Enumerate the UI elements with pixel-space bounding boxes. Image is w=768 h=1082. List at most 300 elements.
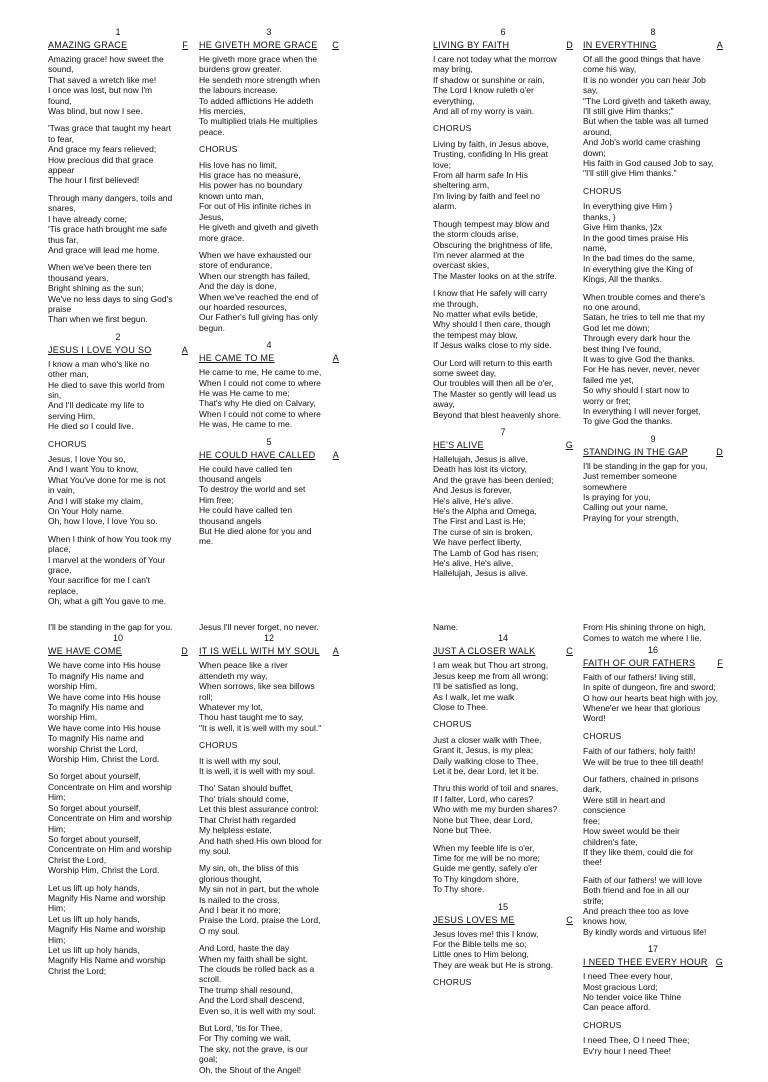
stanza — [48, 883, 188, 977]
lyric-line: To magnify His name and — [48, 733, 144, 744]
stanza — [199, 943, 339, 1016]
lyric-line: No tender voice like Thine — [583, 991, 682, 1002]
lyric-line: For the Bible tells me so; — [433, 938, 527, 949]
lyric-line: Our fathers, chained in prisons — [583, 774, 699, 785]
lyric-line: the labours increase. — [199, 85, 278, 96]
lyric-line: None but Thee, dear Lord, — [433, 814, 533, 825]
lyric-line: None but Thee. — [433, 825, 492, 836]
lyric-line: Your sacrifice for me I can't — [48, 575, 150, 586]
hymn-title — [199, 353, 339, 364]
lyric-line: name, — [583, 242, 607, 253]
hymn-title — [583, 447, 723, 458]
lyric-line: O how our hearts beat high with joy, — [583, 692, 718, 703]
lyric-line: no one around, — [583, 301, 641, 312]
lyric-line: That Christ hath regarded — [199, 814, 296, 825]
lyric-line: And Jesus is forever, — [433, 485, 512, 496]
lyric-line: In everything give the King of — [583, 263, 693, 274]
lyric-line: Guide me gently, safely o'er — [433, 863, 538, 874]
lyric-line: Through every dark hour the — [583, 333, 691, 344]
lyric-line: Let us lift up holy hands, — [48, 882, 140, 893]
stanza — [48, 123, 188, 185]
hymn-number: 1 — [115, 27, 121, 37]
lyric-line: If they like them, could die for — [583, 846, 694, 857]
lyric-line: He's alive, He's alive. — [433, 495, 514, 506]
lyric-line: Whatever my lot, — [199, 702, 263, 713]
stanza — [433, 358, 573, 420]
continued-lyric-line: Comes to watch me where I lie. — [583, 633, 702, 644]
lyric-line: burdens grow greater. — [199, 64, 282, 75]
lyric-line: Our Father's full giving has only — [199, 312, 318, 323]
lyric-line: Jesus, — [199, 211, 224, 222]
lyric-line: Praise the Lord, praise the Lord, — [199, 915, 321, 926]
lyric-line: I am weak but Thou art strong, — [433, 660, 549, 671]
hymn-title-text: HE CAME TO ME — [199, 353, 275, 364]
lyric-line: But He died alone for you and — [199, 526, 312, 537]
continued-lyric-line: From His shining throne on high, — [583, 622, 706, 632]
lyric-line: We have come into His house — [48, 722, 161, 733]
lyric-line: more grace. — [199, 232, 245, 243]
lyric-line: The Master so gently will lead us — [433, 388, 557, 399]
lyric-line: children's fate, — [583, 836, 638, 847]
stanza — [199, 160, 339, 243]
hymn-title — [583, 40, 723, 51]
hymn-key: A — [716, 40, 723, 50]
lyric-line: worship Him, — [48, 681, 98, 692]
chorus-label: CHORUS — [199, 144, 238, 155]
stanza — [583, 875, 723, 937]
hymn-number: 9 — [650, 433, 656, 444]
lyric-line: The sky, not the grave, is our — [199, 1043, 308, 1054]
hymn — [583, 27, 723, 427]
lyric-line: On Your Holy name. — [48, 506, 125, 517]
lyric-line: If I falter, Lord, who cares? — [433, 793, 534, 804]
lyric-line: Is nailed to the cross, — [199, 894, 280, 905]
lyric-line: When we've reached the end of — [199, 291, 319, 302]
lyric-line: snares, — [48, 203, 76, 214]
lyric-line: away, — [433, 399, 455, 410]
lyric-line: How precious did that grace — [48, 154, 154, 165]
lyric-line: As I walk, let me walk — [433, 691, 515, 702]
lyric-line: thousand years, — [48, 272, 109, 283]
lyric-line: Worship Him, Christ the Lord. — [48, 754, 160, 765]
lyric-line: to fear, — [48, 133, 74, 144]
lyric-line: begun. — [199, 322, 225, 333]
hymn-title-text: IN EVERYTHING — [583, 40, 657, 50]
stanza — [48, 54, 188, 116]
lyric-line: say, — [583, 85, 598, 96]
stanza — [199, 54, 339, 137]
lyric-line: His grace has no measure, — [199, 170, 301, 181]
lyric-line: It is well with my soul, — [199, 755, 281, 766]
lyric-line: Let this blest assurance control: — [199, 804, 319, 815]
hymn — [433, 27, 573, 420]
hymn — [583, 645, 723, 937]
lyric-line: To Thy kingdom shore, — [433, 873, 519, 884]
lyric-line: Satan, he tries to tell me that my — [583, 312, 705, 323]
chorus-label: CHORUS — [433, 977, 472, 988]
lyric-line: That saved a wretch like me! — [48, 74, 157, 85]
lyric-line: Concentrate on Him and worship — [48, 844, 172, 855]
lyric-line: And the grave has been denied; — [433, 474, 554, 485]
hymn-number: 6 — [500, 27, 506, 37]
hymn-number: 4 — [266, 340, 272, 351]
lyric-line: I have already come; — [48, 213, 127, 224]
hymn-number: 17 — [647, 944, 658, 955]
lyric-line: Magnify His Name and worship — [48, 924, 166, 935]
lyric-line: Thou hast taught me to say, — [199, 712, 304, 723]
lyric-line: To added afflictions He addeth — [199, 95, 314, 106]
lyric-line: He died so I could live. — [48, 421, 134, 432]
lyric-line: Him; — [48, 823, 66, 834]
lyric-line: The curse of sin is broken, — [433, 526, 533, 537]
lyric-line: Our Lord will return to this earth — [433, 357, 553, 368]
lyric-line: known unto man, — [199, 190, 264, 201]
lyric-line: overcast skies, — [433, 260, 490, 271]
hymn-number: 14 — [497, 633, 508, 644]
lyric-line: His mercies, — [199, 106, 246, 117]
hymn — [583, 434, 723, 523]
lyric-line: It is no wonder you can hear Job — [583, 74, 706, 85]
lyric-line: The trump shall resound, — [199, 984, 294, 995]
lyric-line: When sorrows, like sea billows — [199, 681, 315, 692]
lyric-line: knows how, — [583, 916, 627, 927]
lyric-line: glorious thought, — [199, 873, 262, 884]
lyric-line: When my faith shall be sight. — [199, 953, 308, 964]
lyric-line: love; — [433, 159, 451, 170]
stanza — [433, 54, 573, 116]
lyric-line: In the bad times do the same, — [583, 253, 695, 264]
lyric-line: Let it be, dear Lord, let it be. — [433, 766, 539, 777]
lyric-line: Living by faith, in Jesus above, — [433, 138, 549, 149]
stanza — [433, 783, 573, 835]
lyric-line: Our troubles will then all be o'er, — [433, 378, 554, 389]
lyric-line: I'll still give Him thanks;" — [583, 106, 674, 117]
stanza — [583, 672, 723, 724]
lyric-line: "I'll still give Him thanks." — [583, 168, 677, 179]
lyric-line: I'll be standing in the gap for you, — [583, 460, 708, 471]
lyric-line: Calling out your name, — [583, 502, 669, 513]
lyric-line: The hour I first believed! — [48, 175, 140, 186]
hymn — [48, 633, 188, 976]
lyric-line: Jesus loves me! this I know, — [433, 928, 539, 939]
hymn-title-text: WE HAVE COME — [48, 646, 122, 657]
hymn-title — [433, 915, 573, 926]
lyric-line: Even so, it is well with my soul. — [199, 1005, 316, 1016]
hymn-key: C — [566, 646, 573, 657]
lyric-line: Concentrate on Him and worship — [48, 781, 172, 792]
lyric-line: That's why He died on Calvary, — [199, 398, 316, 409]
hymn-title-text: AMAZING GRACE — [48, 40, 128, 50]
hymn-number: 16 — [647, 644, 658, 655]
stanza — [48, 454, 188, 527]
lyric-line: When my feeble life is o'er, — [433, 842, 535, 853]
lyric-line: He died to save this world from — [48, 379, 165, 390]
lyric-line: It was to give God the thanks. — [583, 353, 695, 364]
lyric-line: He could have called ten — [199, 463, 293, 474]
lyric-line: When our strength has failed, — [199, 270, 311, 281]
lyric-line: To magnify His name and — [48, 702, 144, 713]
hymn-title — [583, 658, 723, 669]
lyric-line: The Lord I know ruleth o'er — [433, 85, 534, 96]
lyric-line: Faith of our fathers! living still, — [583, 671, 696, 682]
song-column — [583, 27, 723, 530]
hymn-key: A — [332, 353, 339, 364]
continued-lyric-line: I'll be standing in the gap for you. — [48, 622, 173, 632]
hymn-title-text: HE'S ALIVE — [433, 440, 484, 450]
lyric-line: Little ones to Him belong, — [433, 949, 529, 960]
lyric-line: everything, — [433, 95, 475, 106]
lyric-line: We will be true to thee till death! — [583, 756, 704, 767]
lyric-line: Just a closer walk with Thee, — [433, 734, 542, 745]
stanza — [583, 461, 723, 523]
lyric-line: He's the Alpha and Omega, — [433, 506, 537, 517]
lyric-line: I'm living by faith and feel no — [433, 190, 540, 201]
lyric-line: He giveth more grace when the — [199, 54, 318, 64]
lyric-line: When peace like a river — [199, 660, 288, 671]
song-column — [583, 622, 723, 1063]
hymn — [199, 437, 339, 547]
lyric-line: Most gracious Lord; — [583, 981, 658, 992]
stanza — [48, 660, 188, 764]
lyric-line: Obscuring the brightness of life, — [433, 239, 553, 250]
song-column — [48, 622, 188, 983]
hymn-title — [583, 957, 723, 968]
lyric-line: worship Him, — [48, 712, 98, 723]
lyric-line: They are weak but He is strong. — [433, 959, 554, 970]
lyric-line: For out of His infinite riches in — [199, 201, 311, 212]
lyric-line: Magnify His Name and worship — [48, 955, 166, 966]
lyric-line: Jesus, I love You so, — [48, 454, 126, 464]
lyric-line: To destroy the world and set — [199, 484, 306, 495]
hymn-number: 12 — [263, 633, 274, 644]
lyric-line: If shadow or sunshine or rain, — [433, 74, 545, 85]
lyric-line: The Master looks on at the strife. — [433, 270, 557, 281]
lyric-line: worship Christ the Lord, — [48, 743, 138, 754]
lyric-line: 'Tis grace hath brought me safe — [48, 224, 167, 235]
stanza — [583, 292, 723, 427]
lyric-line: thee! — [583, 857, 602, 868]
hymn-title-text: JESUS LOVES ME — [433, 914, 515, 925]
lyric-line: worry or fret; — [583, 395, 631, 406]
lyric-line: Oh, the Shout of the Angel! — [199, 1064, 302, 1075]
lyric-line: Worship Him, Christ the Lord. — [48, 865, 160, 876]
lyric-line: In everything I will never forget, — [583, 406, 701, 416]
lyric-line: praise — [48, 303, 72, 314]
lyric-line: We have come into His house — [48, 691, 161, 702]
lyric-line: Is praying for you, — [583, 492, 651, 503]
hymn-key: D — [716, 446, 723, 457]
lyric-line: Magnify His Name and worship — [48, 892, 166, 903]
lyric-line: To give God the thanks. — [583, 416, 673, 427]
lyric-line: And I want You to know, — [48, 464, 139, 475]
lyric-line: It is well, it is well with my soul. — [199, 766, 316, 777]
hymn-key: C — [332, 40, 339, 50]
lyric-line: Trusting, confiding In His great — [433, 149, 548, 160]
lyric-line: Concentrate on Him and worship — [48, 813, 172, 824]
lyric-line: strife; — [583, 895, 604, 906]
lyric-line: And Lord, haste the day — [199, 943, 290, 954]
lyric-line: Him; — [48, 934, 66, 945]
lyric-line: We've no less days to sing God's — [48, 293, 173, 304]
hymn — [433, 902, 573, 988]
lyric-line: He's alive, He's alive, — [433, 558, 514, 569]
lyric-line: conscience — [583, 805, 626, 816]
lyric-line: I marvel at the wonders of Your — [48, 554, 166, 565]
lyric-line: Hallelujah, Jesus is alive. — [433, 568, 528, 579]
stanza — [583, 971, 723, 1013]
hymn-title — [199, 40, 339, 51]
lyric-line: He was He came to me; — [199, 387, 290, 398]
lyric-line: Him; — [48, 903, 66, 914]
lyric-line: The Lamb of God has risen; — [433, 547, 539, 558]
lyric-line: God let me down; — [583, 322, 650, 333]
lyric-line: So forget about yourself, — [48, 802, 141, 813]
lyric-line: Were still in heart and — [583, 794, 666, 805]
stanza — [48, 193, 188, 255]
lyric-line: Him; — [48, 792, 66, 803]
lyric-line: Than when we first begun. — [48, 314, 148, 325]
hymn-key: C — [566, 914, 573, 925]
stanza — [583, 54, 723, 179]
lyric-line: sound, — [48, 64, 74, 75]
lyric-line: Kings, All the thanks. — [583, 274, 662, 285]
lyric-line: Let us lift up holy hands, — [48, 913, 140, 924]
hymn-key: G — [565, 440, 573, 450]
chorus-label: CHORUS — [583, 1019, 622, 1030]
lyric-line: goal; — [199, 1054, 218, 1065]
lyric-line: O my soul. — [199, 925, 240, 936]
hymn-title — [433, 440, 573, 451]
lyric-line: And grace will lead me home. — [48, 244, 160, 255]
chorus-label: CHORUS — [583, 730, 622, 741]
lyric-line: By kindly words and virtuous life! — [583, 926, 707, 937]
lyric-line: In the good times praise His — [583, 232, 689, 243]
lyric-line: Daily walking close to Thee, — [433, 755, 539, 766]
lyric-line: My sin not in part, but the whole — [199, 884, 320, 895]
hymn — [48, 27, 188, 325]
stanza — [199, 1023, 339, 1075]
lyric-line: Tho' Satan should buffet, — [199, 783, 294, 794]
lyric-line: For Thy coming we wait, — [199, 1033, 291, 1044]
stanza — [199, 660, 339, 733]
lyric-line: Tho' trials should come, — [199, 793, 289, 804]
stanza — [433, 929, 573, 971]
lyric-line: And grace my fears relieved; — [48, 144, 157, 155]
hymn-title-text: I NEED THEE EVERY HOUR — [583, 957, 708, 968]
lyric-line: His power has no boundary — [199, 180, 303, 191]
lyric-line: free; — [583, 815, 601, 826]
lyric-line: In spite of dungeon, fire and sword; — [583, 682, 716, 693]
hymn — [433, 633, 573, 894]
lyric-line: Grant it, Jesus, is my plea; — [433, 745, 534, 756]
lyric-line: store of endurance, — [199, 260, 273, 271]
lyric-line: some sweet day, — [433, 367, 497, 378]
lyric-line: our hoarded resources, — [199, 301, 287, 312]
lyric-line: my soul. — [199, 845, 231, 856]
lyric-line: But Lord, 'tis for Thee, — [199, 1023, 283, 1033]
hymn-key: A — [181, 344, 188, 355]
lyric-line: best thing I've found, — [583, 343, 662, 354]
lyric-line: To Thy shore. — [433, 884, 485, 895]
lyric-line: Christ the Lord; — [48, 965, 107, 976]
stanza — [48, 534, 188, 607]
lyric-line: I need Thee, O I need Thee; — [583, 1035, 690, 1046]
hymn-key: G — [715, 957, 723, 968]
lyric-line: peace. — [199, 126, 225, 137]
hymn-key: D — [566, 40, 573, 50]
stanza — [48, 262, 188, 324]
hymn-number: 10 — [112, 633, 123, 644]
lyric-line: In everything give Him } — [583, 201, 673, 212]
song-column — [199, 622, 339, 1082]
lyric-line: appear — [48, 165, 75, 176]
lyric-line: grace, — [48, 565, 72, 576]
lyric-line: When we have exhausted our — [199, 249, 312, 260]
lyric-line: He was, He came to me. — [199, 419, 293, 430]
lyric-line: The First and Last is He; — [433, 516, 526, 527]
lyric-line: And I'll dedicate my life to — [48, 400, 145, 411]
lyric-line: And the day is done, — [199, 281, 277, 292]
lyric-line: Christ the Lord, — [48, 854, 107, 865]
lyric-line: dark, — [583, 784, 602, 795]
lyric-line: thanks, } — [583, 211, 616, 222]
hymn-key: F — [717, 657, 723, 668]
song-column — [199, 27, 339, 554]
lyric-line: sheltering arm, — [433, 180, 490, 191]
lyric-line: I need Thee every hour, — [583, 971, 673, 982]
lyric-line: in vain, — [48, 485, 75, 496]
hymn-key: F — [182, 40, 188, 50]
hymn-title-text: HE COULD HAVE CALLED — [199, 449, 316, 460]
hymn — [583, 944, 723, 1056]
lyric-line: may bring, — [433, 64, 473, 75]
lyric-line: To magnify His name and — [48, 670, 144, 681]
stanza — [199, 464, 339, 547]
stanza — [433, 843, 573, 895]
hymn-title — [433, 40, 573, 51]
stanza — [583, 746, 723, 767]
lyric-line: alarm. — [433, 201, 457, 212]
lyric-line: I care not today what the morrow — [433, 54, 557, 64]
hymn-title-text: IT IS WELL WITH MY SOUL — [199, 646, 320, 657]
lyric-line: Both friend and foe in all our — [583, 885, 690, 896]
continued-lyric-line: Jesus I'll never forget, no never. — [199, 622, 319, 632]
song-column — [433, 622, 573, 993]
lyric-line: Word! — [583, 713, 606, 724]
lyric-line: Oh, how I love, I love You so. — [48, 516, 158, 527]
lyric-line: For He has never, never, never — [583, 364, 700, 375]
lyric-line: I'm never alarmed at the — [433, 249, 525, 260]
lyric-line: Him free; — [199, 494, 234, 505]
lyric-line: Ev'ry hour I need Thee! — [583, 1045, 671, 1056]
stanza — [433, 454, 573, 579]
continued-lyric-line: Name. — [433, 622, 459, 632]
lyric-line: Close to Thee. — [433, 702, 489, 713]
lyric-line: And preach thee too as love — [583, 905, 689, 916]
stanza — [199, 250, 339, 333]
hymn-title-text: JESUS I LOVE YOU SO — [48, 344, 152, 355]
lyric-line: Let us lift up holy hands, — [48, 944, 140, 955]
lyric-line: His love has no limit, — [199, 159, 277, 170]
hymn-title — [48, 646, 188, 657]
chorus-label: CHORUS — [433, 123, 472, 134]
lyric-line: I know that He safely will carry — [433, 288, 548, 299]
lyric-line: Of all the good things that have — [583, 54, 701, 64]
song-column — [433, 27, 573, 586]
lyric-line: place, — [48, 544, 71, 555]
lyric-line: He giveth and giveth and giveth — [199, 222, 319, 233]
stanza — [433, 660, 573, 712]
